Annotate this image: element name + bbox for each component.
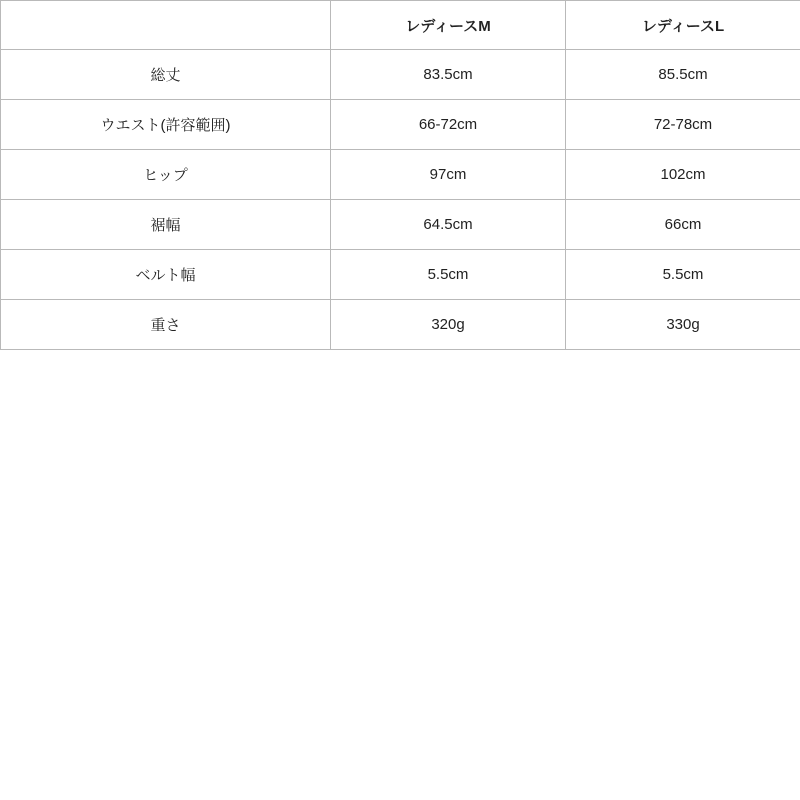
row-label: 総丈	[1, 50, 331, 100]
table-header-size-l: レディースL	[566, 1, 800, 50]
row-value-l: 330g	[566, 300, 800, 350]
row-value-l: 72-78cm	[566, 100, 800, 150]
row-value-m: 64.5cm	[331, 200, 566, 250]
table-row	[1, 250, 800, 300]
row-value-l: 102cm	[566, 150, 800, 200]
table-body	[1, 50, 800, 350]
row-label: 裾幅	[1, 200, 331, 250]
table-header-corner	[1, 1, 331, 50]
row-value-m: 66-72cm	[331, 100, 566, 150]
table-row	[1, 200, 800, 250]
row-value-m: 97cm	[331, 150, 566, 200]
row-value-m: 83.5cm	[331, 50, 566, 100]
row-label: ヒップ	[1, 150, 331, 200]
row-value-m: 320g	[331, 300, 566, 350]
row-value-l: 85.5cm	[566, 50, 800, 100]
row-label: 重さ	[1, 300, 331, 350]
table-header	[1, 1, 800, 50]
table-header-row	[1, 1, 800, 50]
table-row	[1, 50, 800, 100]
row-label: ベルト幅	[1, 250, 331, 300]
row-value-l: 5.5cm	[566, 250, 800, 300]
size-table	[0, 0, 800, 350]
table-row	[1, 150, 800, 200]
row-value-m: 5.5cm	[331, 250, 566, 300]
row-label: ウエスト(許容範囲)	[1, 100, 331, 150]
table-row	[1, 100, 800, 150]
row-value-l: 66cm	[566, 200, 800, 250]
table-row	[1, 300, 800, 350]
table-header-size-m: レディースM	[331, 1, 566, 50]
